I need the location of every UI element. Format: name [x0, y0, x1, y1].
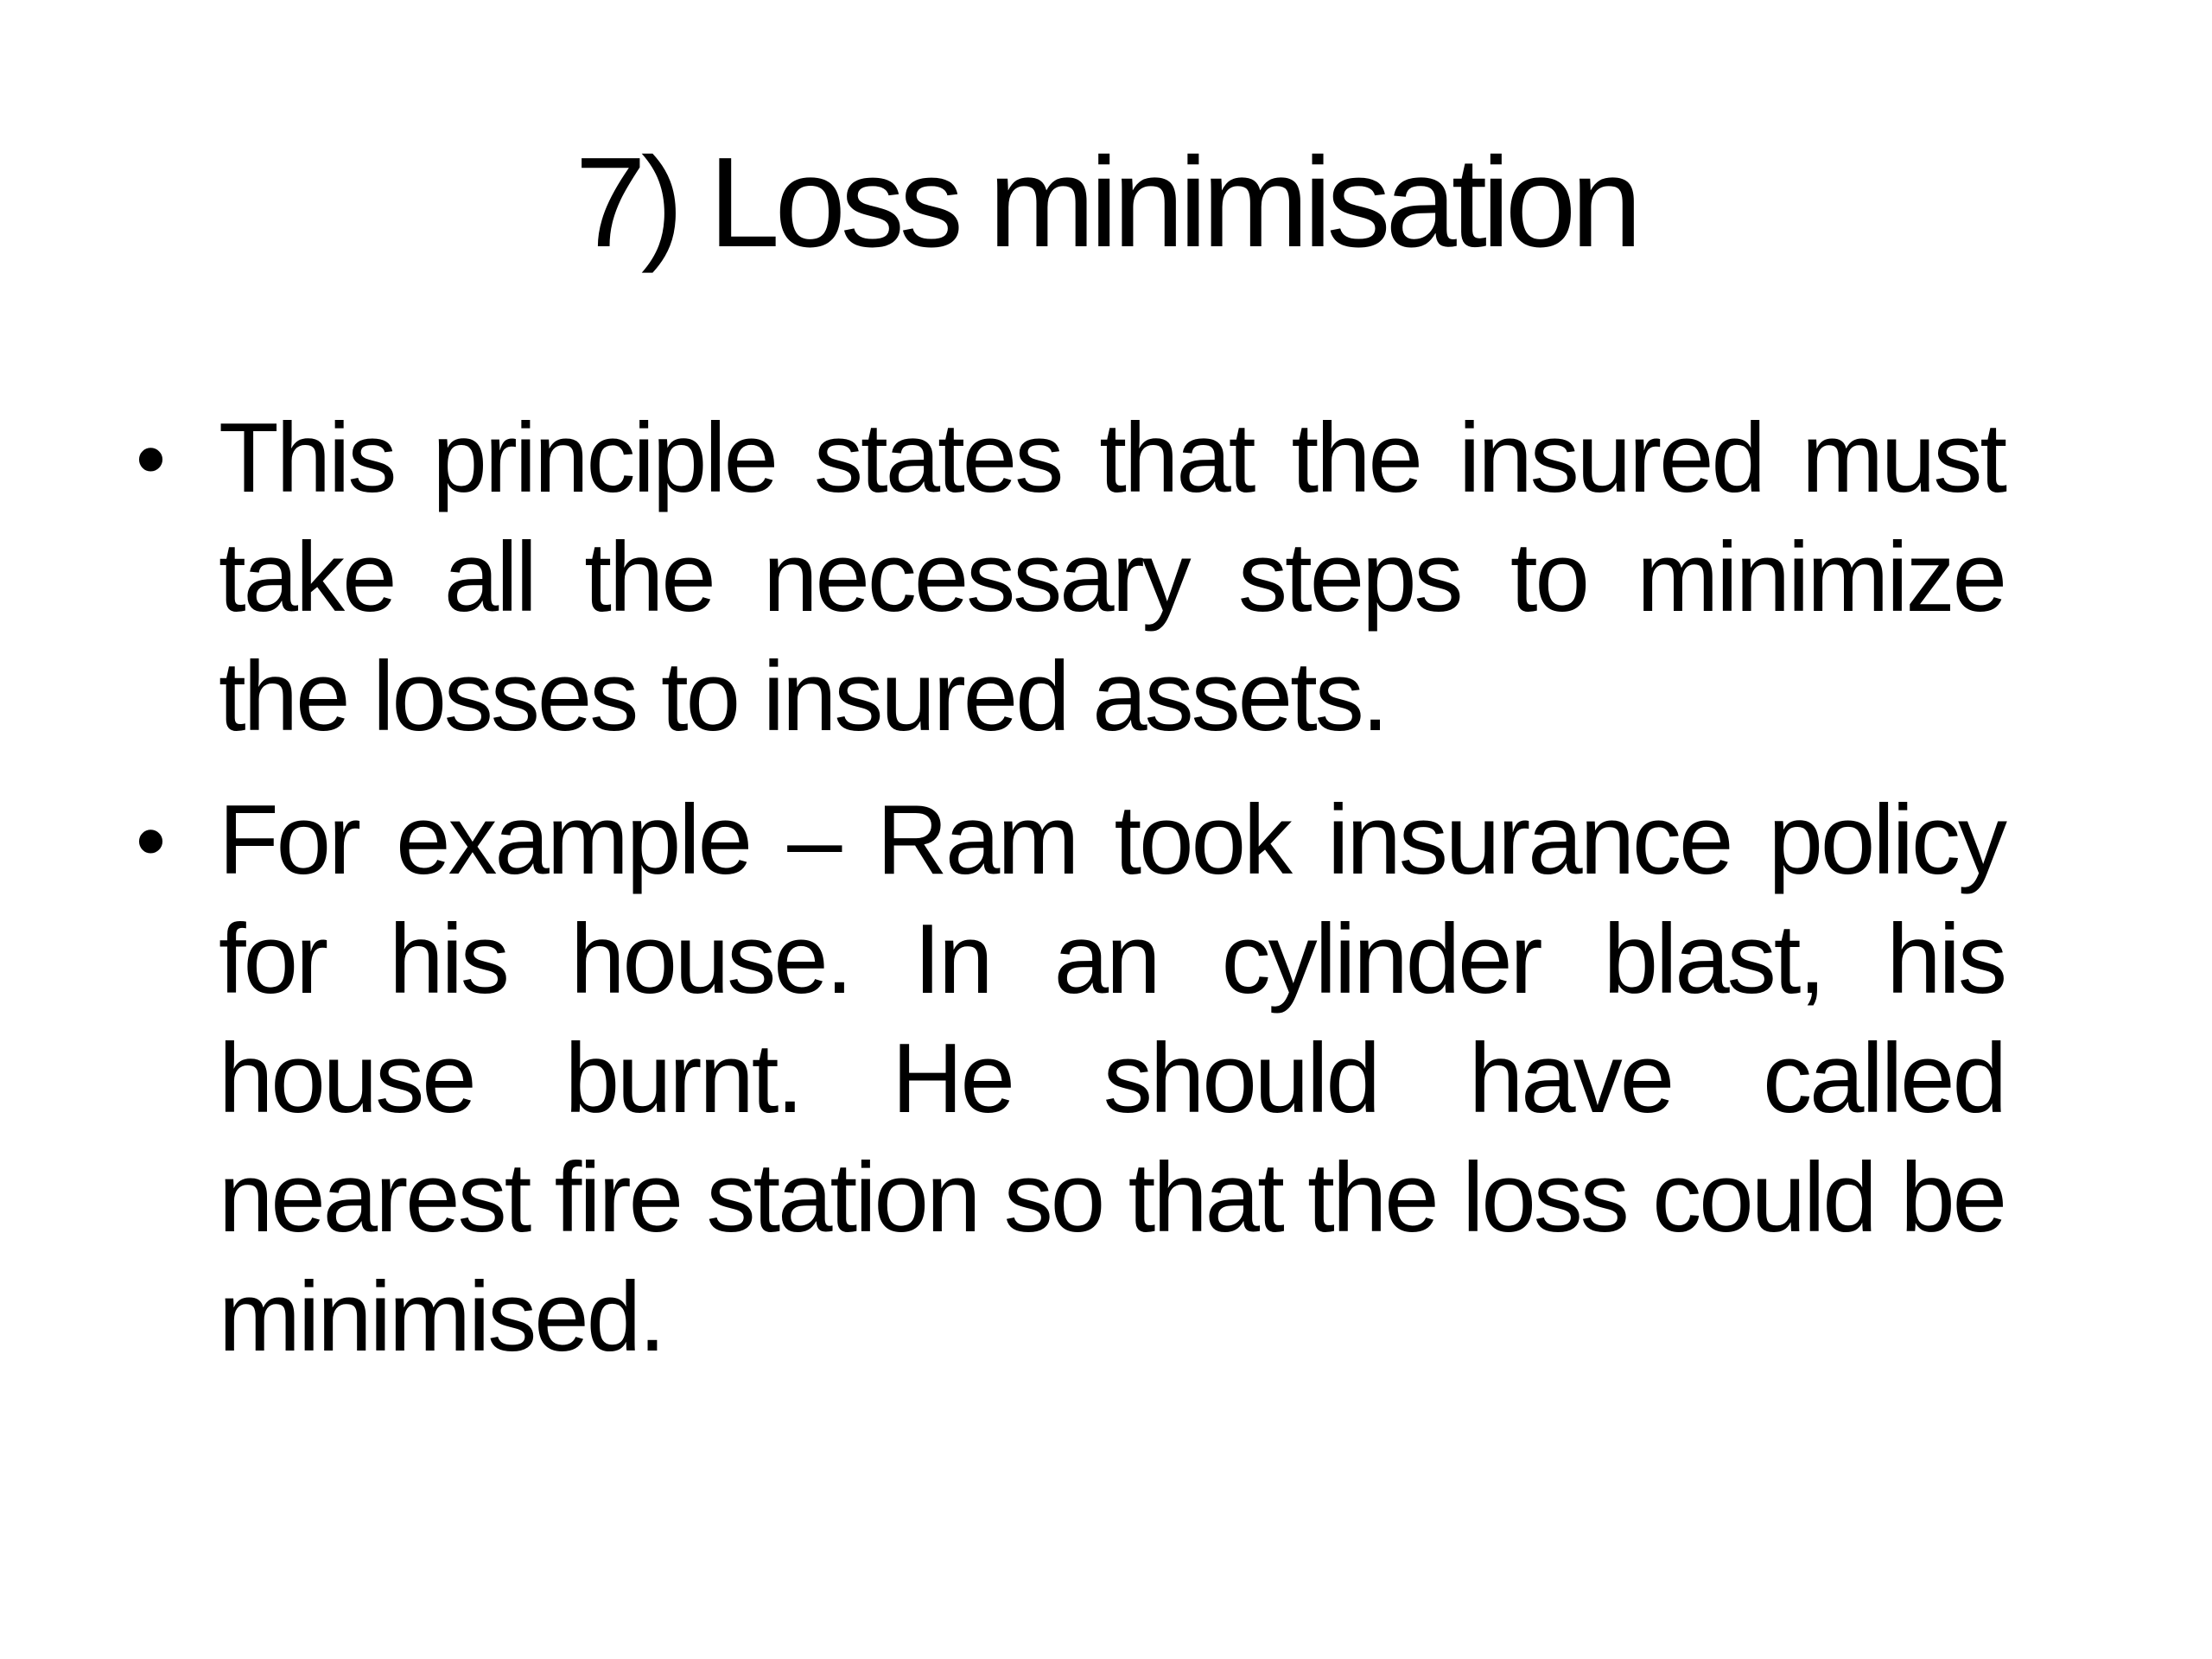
bullet-item: [125, 781, 2005, 1377]
bullet-item: [125, 399, 2005, 757]
bullet-text: This principle states that the insured must take all the necessary steps to minimize the losses to insured assets.: [219, 404, 2005, 752]
bullet-marker-icon: •: [136, 410, 167, 507]
bullet-marker-icon: •: [136, 792, 167, 889]
slide-title: 7) Loss minimisation: [575, 131, 1637, 274]
bullet-text: For example – Ram took insurance policy for his house. In an cylinder blast, his house burnt. He should have called nearest fire station so that the loss could be minimised.: [219, 785, 2005, 1372]
bullet-list: [125, 399, 2005, 1402]
